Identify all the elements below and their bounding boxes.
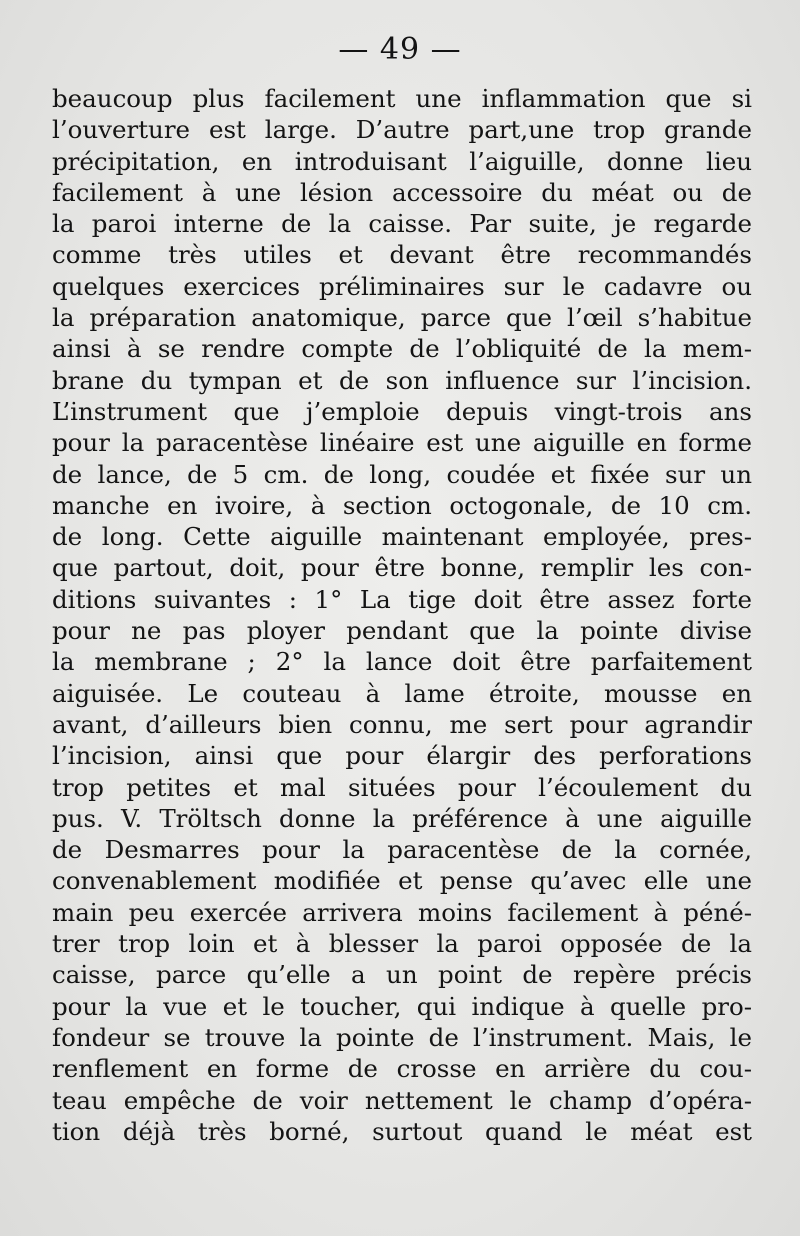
text-line: précipitation, en introduisant l’aiguille, donne lieu [52,146,752,176]
text-line: de lance, de 5 cm. de long, coudée et fixée sur un [52,459,752,489]
text-line: L’instrument que j’emploie depuis vingt-trois ans [52,396,752,426]
text-line: aiguisée. Le couteau à lame étroite, mousse en [52,678,752,708]
text-line: brane du tympan et de son influence sur l’incision. [52,365,752,395]
text-line: main peu exercée arrivera moins facilement à péné- [52,897,752,927]
text-line: comme très utiles et devant être recommandés [52,240,752,270]
text-line: de long. Cette aiguille maintenant employée, pres- [52,522,752,552]
text-line: l’incision, ainsi que pour élargir des perforations [52,741,752,771]
text-line: pour la paracentèse linéaire est une aiguille en forme [52,428,752,458]
text-line: manche en ivoire, à section octogonale, de 10 cm. [52,490,752,520]
text-line: teau empêche de voir nettement le champ d’opéra- [52,1085,752,1115]
text-line: de Desmarres pour la paracentèse de la cornée, [52,835,752,865]
text-line: caisse, parce qu’elle a un point de repère précis [52,960,752,990]
text-line: la paroi interne de la caisse. Par suite, je regarde [52,209,752,239]
text-line: quelques exercices préliminaires sur le cadavre ou [52,271,752,301]
text-line: pour ne pas ployer pendant que la pointe divise [52,616,752,646]
text-line: la membrane ; 2° la lance doit être parfaitement [52,647,752,677]
text-line: trop petites et mal situées pour l’écoulement du [52,772,752,802]
page-number: — 49 — [338,32,462,67]
text-line: trer trop loin et à blesser la paroi opposée de la [52,929,752,959]
text-line: que partout, doit, pour être bonne, remplir les con- [52,553,752,583]
text-line: convenablement modifiée et pense qu’avec elle une [52,866,752,896]
text-line: tion déjà très borné, surtout quand le méat est [52,1116,752,1146]
text-line: renflement en forme de crosse en arrière du cou- [52,1054,752,1084]
text-line: fondeur se trouve la pointe de l’instrument. Mais, le [52,1022,752,1052]
text-line: facilement à une lésion accessoire du méat ou de [52,177,752,207]
text-line: la préparation anatomique, parce que l’œil s’habitue [52,303,752,333]
text-line: beaucoup plus facilement une inflammation que si [52,84,752,113]
body-text [52,83,752,1147]
text-line: pus. V. Tröltsch donne la préférence à une aiguille [52,803,752,833]
text-line: ditions suivantes : 1° La tige doit être assez forte [52,584,752,614]
text-line: pour la vue et le toucher, qui indique à quelle pro- [52,991,752,1021]
text-line: avant, d’ailleurs bien connu, me sert pour agrandir [52,709,752,739]
text-line: l’ouverture est large. D’autre part,une trop grande [52,115,752,145]
text-line: ainsi à se rendre compte de l’obliquité de la mem- [52,334,752,364]
